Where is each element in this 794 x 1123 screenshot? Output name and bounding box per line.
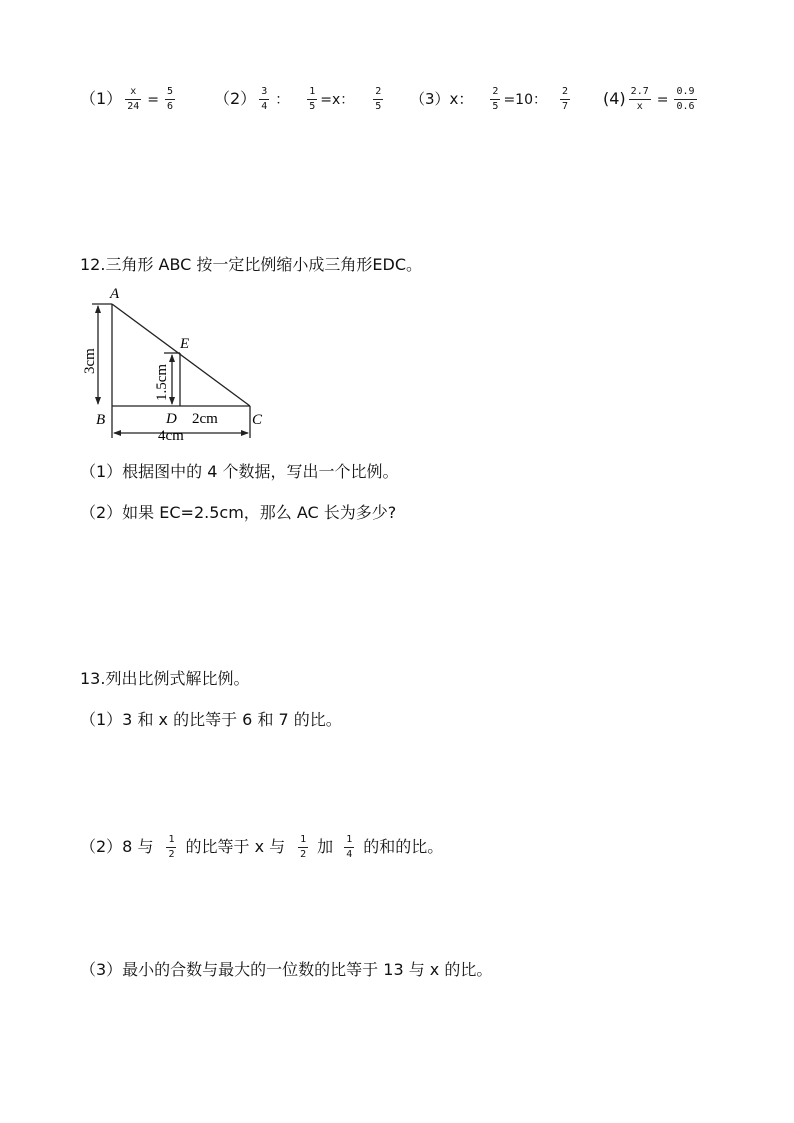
question-12-part-1: （1）根据图中的 4 个数据，写出一个比例。 — [80, 462, 399, 481]
question-13-title: 13.列出比例式解比例。 — [80, 669, 250, 688]
fraction: $\frac{3}{4}$ — [261, 86, 268, 112]
equation-3: （3）x： $\frac{2}{5}$ =10： $\frac{2}{7}$ — [410, 86, 569, 112]
fraction: $\frac{1}{2}$ — [168, 834, 175, 860]
fraction: $\frac{1}{2}$ — [300, 834, 307, 860]
equation-4: (4) $\frac{2.7}{x}$ = $\frac{0.9}{0.6}$ — [603, 86, 695, 112]
label-ed-length: 1.5cm — [154, 363, 170, 401]
label-e: E — [180, 336, 190, 352]
question-13-part-1: （1）3 和 x 的比等于 6 和 7 的比。 — [80, 710, 342, 729]
label-b: B — [96, 412, 106, 428]
fraction: $\frac{2}{5}$ — [375, 86, 382, 112]
fraction: $\frac{1}{5}$ — [309, 86, 316, 112]
fraction: $\frac{x}{24}$ — [127, 86, 140, 112]
label-ab-length: 3cm — [82, 348, 98, 374]
question-13-part-2: （2）8 与 $\frac{1}{2}$ 的比等于 x 与 $\frac{1}{2}$ 加 $\frac{1}{4}$ 的和的比。 — [80, 834, 444, 860]
question-13-part-3: （3）最小的合数与最大的一位数的比等于 13 与 x 的比。 — [80, 960, 493, 979]
equation-4-label: (4) — [603, 89, 626, 108]
fraction: $\frac{2}{7}$ — [562, 86, 569, 112]
fraction: $\frac{2.7}{x}$ — [630, 86, 649, 112]
label-c: C — [252, 412, 263, 428]
side-ac — [112, 304, 250, 406]
triangle-figure — [82, 280, 276, 445]
equation-2: （2） $\frac{3}{4}$ ： $\frac{1}{5}$ =x： $\frac{2}{5}$ — [214, 86, 382, 112]
fraction: $\frac{5}{6}$ — [166, 86, 173, 112]
fraction: $\frac{2}{5}$ — [492, 86, 499, 112]
fraction: $\frac{1}{4}$ — [346, 834, 353, 860]
equation-1-label: （1） — [80, 89, 123, 108]
equation-2-label: （2） — [214, 89, 257, 108]
question-12-part-2: （2）如果 EC=2.5cm，那么 AC 长为多少? — [80, 503, 397, 522]
label-a: A — [110, 286, 120, 302]
label-dc-length: 2cm — [192, 411, 218, 427]
equation-1: （1） $\frac{x}{24}$ = $\frac{5}{6}$ — [80, 86, 173, 112]
fraction: $\frac{0.9}{0.6}$ — [676, 86, 695, 112]
question-12-title: 12.三角形 ABC 按一定比例缩小成三角形EDC。 — [80, 255, 423, 274]
equation-3-label: （3）x： — [410, 90, 474, 108]
label-bc-length: 4cm — [158, 428, 184, 444]
label-d: D — [166, 411, 177, 427]
